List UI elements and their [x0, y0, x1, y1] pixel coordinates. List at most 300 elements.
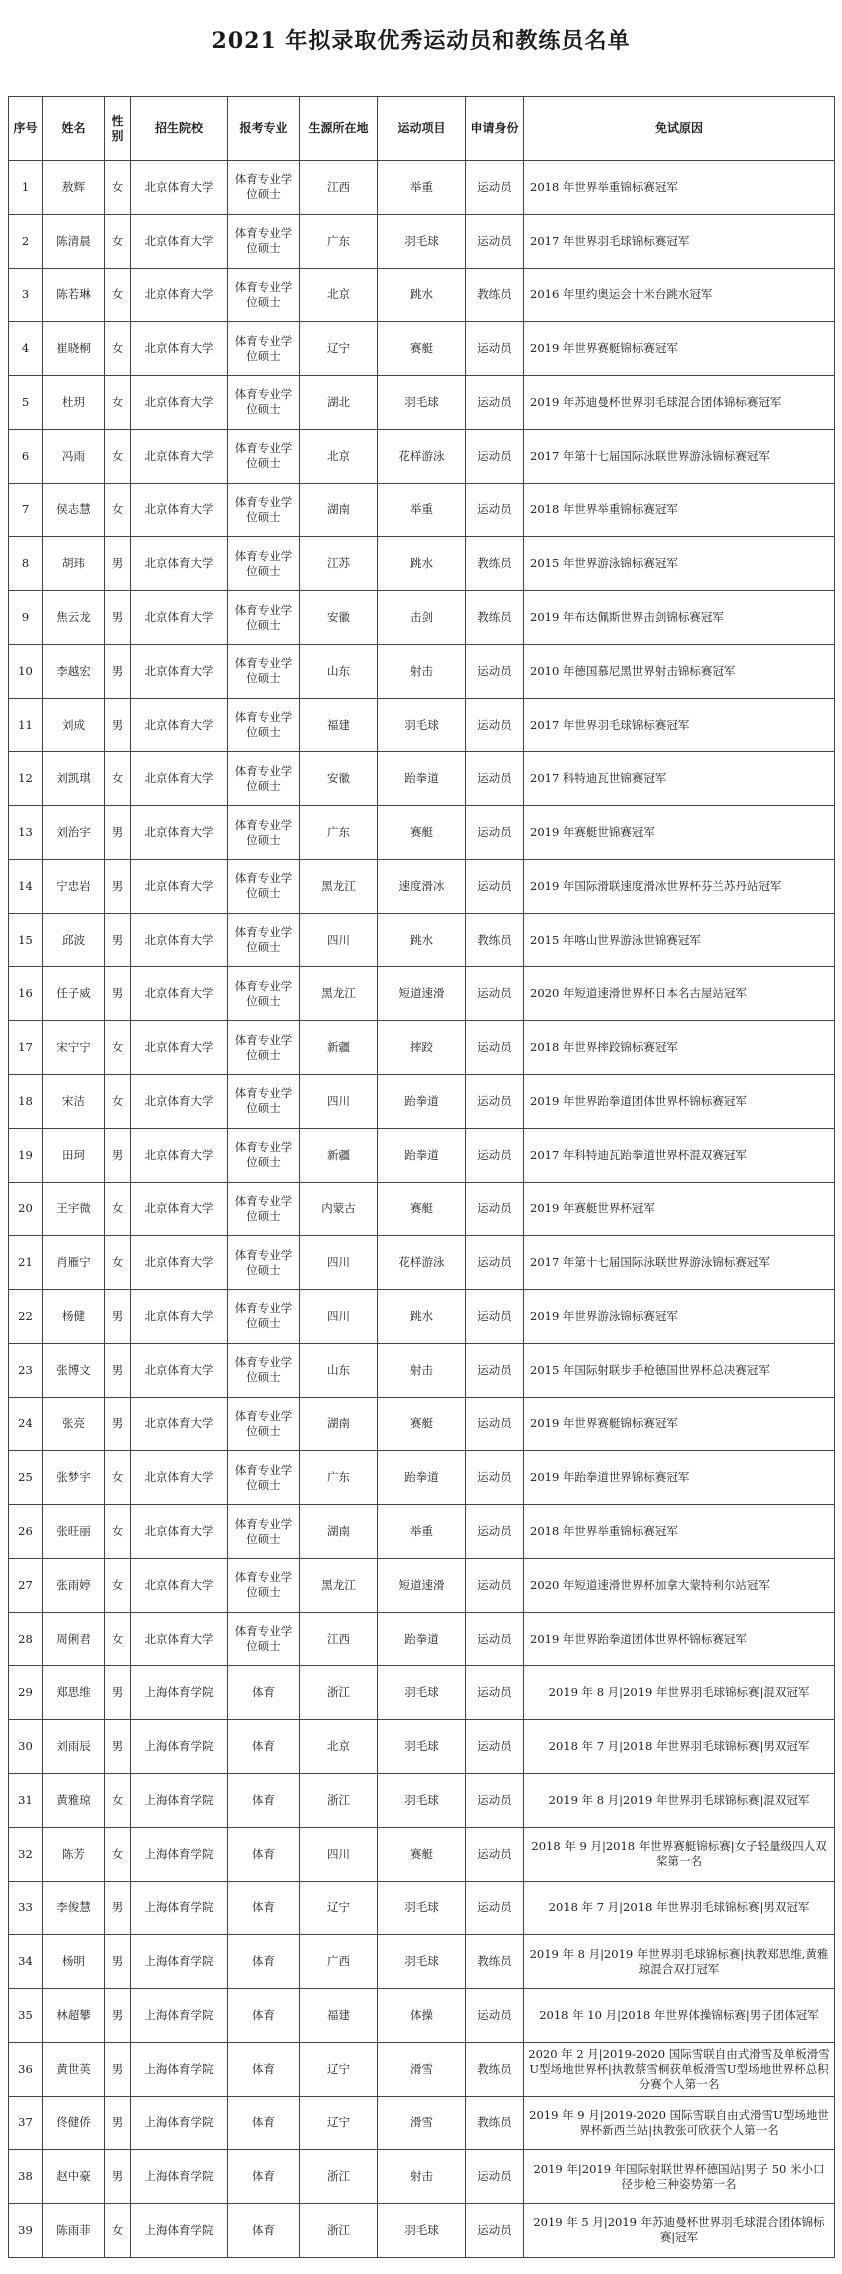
table-row: [9, 1935, 835, 1989]
cell-school: 北京体育大学: [131, 1075, 228, 1129]
cell-origin: 四川: [300, 1827, 378, 1881]
cell-role: 教练员: [466, 591, 524, 645]
cell-role: 运动员: [466, 2150, 524, 2204]
table-row: [9, 913, 835, 967]
cell-role: 运动员: [466, 214, 524, 268]
cell-sport: 跳水: [378, 537, 466, 591]
cell-role: 运动员: [466, 1827, 524, 1881]
cell-no: 37: [9, 2096, 43, 2150]
cell-reason: 2015 年国际射联步手枪德国世界杯总决赛冠军: [524, 1343, 835, 1397]
cell-origin: 新疆: [300, 1021, 378, 1075]
cell-sport: 羽毛球: [378, 214, 466, 268]
cell-major: 体育: [228, 1881, 300, 1935]
cell-name: 杨健: [43, 1290, 105, 1344]
roster-table: [8, 96, 835, 2258]
cell-origin: 浙江: [300, 1773, 378, 1827]
table-row: [9, 483, 835, 537]
cell-major: 体育: [228, 2096, 300, 2150]
cell-major: 体育专业学位硕士: [228, 644, 300, 698]
cell-no: 17: [9, 1021, 43, 1075]
cell-role: 教练员: [466, 2096, 524, 2150]
cell-origin: 辽宁: [300, 2096, 378, 2150]
cell-no: 30: [9, 1720, 43, 1774]
cell-gender: 男: [105, 1720, 131, 1774]
cell-reason: 2017 科特迪瓦世锦赛冠军: [524, 752, 835, 806]
cell-no: 15: [9, 913, 43, 967]
cell-gender: 男: [105, 1343, 131, 1397]
cell-gender: 女: [105, 1182, 131, 1236]
table-row: [9, 1290, 835, 1344]
cell-gender: 女: [105, 1773, 131, 1827]
cell-sport: 羽毛球: [378, 376, 466, 430]
cell-sport: 羽毛球: [378, 2204, 466, 2258]
cell-reason: 2019 年|2019 年国际射联世界杯德国站|男子 50 米小口径步枪三种姿势第一名: [524, 2150, 835, 2204]
cell-reason: 2020 年短道速滑世界杯日本名古屋站冠军: [524, 967, 835, 1021]
cell-school: 北京体育大学: [131, 1343, 228, 1397]
table-row: [9, 1182, 835, 1236]
cell-sport: 射击: [378, 1343, 466, 1397]
cell-name: 李越宏: [43, 644, 105, 698]
cell-name: 冯雨: [43, 429, 105, 483]
cell-name: 杜玥: [43, 376, 105, 430]
cell-origin: 福建: [300, 1989, 378, 2043]
cell-name: 张博文: [43, 1343, 105, 1397]
cell-school: 北京体育大学: [131, 591, 228, 645]
cell-role: 运动员: [466, 1505, 524, 1559]
table-row: [9, 1505, 835, 1559]
cell-reason: 2017 年科特迪瓦跆拳道世界杯混双赛冠军: [524, 1128, 835, 1182]
cell-no: 19: [9, 1128, 43, 1182]
cell-name: 肖雁宁: [43, 1236, 105, 1290]
cell-school: 北京体育大学: [131, 1236, 228, 1290]
cell-role: 教练员: [466, 268, 524, 322]
cell-school: 北京体育大学: [131, 1021, 228, 1075]
cell-major: 体育专业学位硕士: [228, 161, 300, 215]
cell-sport: 跳水: [378, 913, 466, 967]
header-gender: 性别: [105, 97, 131, 161]
cell-school: 上海体育学院: [131, 1881, 228, 1935]
cell-major: 体育: [228, 2150, 300, 2204]
cell-reason: 2020 年 2 月|2019-2020 国际雪联自由式滑雪及单板滑雪U型场地世界杯|执教蔡雪桐获单板滑雪U型场地世界杯总积分赛个人第一名: [524, 2042, 835, 2096]
cell-no: 18: [9, 1075, 43, 1129]
cell-school: 北京体育大学: [131, 644, 228, 698]
cell-reason: 2018 年世界举重锦标赛冠军: [524, 161, 835, 215]
cell-major: 体育: [228, 1989, 300, 2043]
cell-role: 运动员: [466, 859, 524, 913]
cell-name: 宁忠岩: [43, 859, 105, 913]
cell-gender: 男: [105, 644, 131, 698]
cell-origin: 四川: [300, 1075, 378, 1129]
cell-name: 张梦宇: [43, 1451, 105, 1505]
cell-reason: 2017 年世界羽毛球锦标赛冠军: [524, 214, 835, 268]
cell-no: 22: [9, 1290, 43, 1344]
cell-school: 北京体育大学: [131, 322, 228, 376]
cell-major: 体育专业学位硕士: [228, 698, 300, 752]
cell-origin: 广东: [300, 214, 378, 268]
cell-name: 邱波: [43, 913, 105, 967]
cell-name: 宋宁宁: [43, 1021, 105, 1075]
cell-role: 运动员: [466, 644, 524, 698]
cell-name: 郑思维: [43, 1666, 105, 1720]
cell-sport: 羽毛球: [378, 698, 466, 752]
cell-no: 33: [9, 1881, 43, 1935]
cell-sport: 跆拳道: [378, 1128, 466, 1182]
table-row: [9, 537, 835, 591]
cell-origin: 安徽: [300, 752, 378, 806]
cell-name: 焦云龙: [43, 591, 105, 645]
cell-sport: 举重: [378, 161, 466, 215]
cell-name: 黄世英: [43, 2042, 105, 2096]
cell-sport: 滑雪: [378, 2042, 466, 2096]
cell-gender: 女: [105, 1612, 131, 1666]
cell-no: 27: [9, 1558, 43, 1612]
cell-sport: 射击: [378, 2150, 466, 2204]
cell-origin: 四川: [300, 1236, 378, 1290]
cell-reason: 2017 年第十七届国际泳联世界游泳锦标赛冠军: [524, 1236, 835, 1290]
cell-origin: 江西: [300, 161, 378, 215]
cell-sport: 羽毛球: [378, 1720, 466, 1774]
table-row: [9, 429, 835, 483]
cell-school: 北京体育大学: [131, 214, 228, 268]
cell-reason: 2019 年赛艇世锦赛冠军: [524, 806, 835, 860]
table-row: [9, 1021, 835, 1075]
cell-no: 28: [9, 1612, 43, 1666]
cell-no: 3: [9, 268, 43, 322]
cell-no: 6: [9, 429, 43, 483]
cell-school: 上海体育学院: [131, 1720, 228, 1774]
cell-major: 体育: [228, 1827, 300, 1881]
cell-gender: 男: [105, 913, 131, 967]
cell-origin: 北京: [300, 268, 378, 322]
cell-name: 任子威: [43, 967, 105, 1021]
cell-no: 38: [9, 2150, 43, 2204]
cell-school: 上海体育学院: [131, 2150, 228, 2204]
cell-school: 上海体育学院: [131, 1666, 228, 1720]
cell-school: 上海体育学院: [131, 1773, 228, 1827]
table-row: [9, 698, 835, 752]
cell-reason: 2019 年跆拳道世界锦标赛冠军: [524, 1451, 835, 1505]
cell-major: 体育专业学位硕士: [228, 967, 300, 1021]
cell-major: 体育专业学位硕士: [228, 483, 300, 537]
table-row: [9, 1128, 835, 1182]
cell-sport: 短道速滑: [378, 1558, 466, 1612]
cell-gender: 男: [105, 859, 131, 913]
cell-major: 体育专业学位硕士: [228, 752, 300, 806]
cell-role: 运动员: [466, 1881, 524, 1935]
cell-origin: 湖南: [300, 483, 378, 537]
cell-name: 刘凯琪: [43, 752, 105, 806]
cell-name: 周俐君: [43, 1612, 105, 1666]
cell-origin: 江西: [300, 1612, 378, 1666]
table-row: [9, 1343, 835, 1397]
cell-no: 16: [9, 967, 43, 1021]
cell-no: 9: [9, 591, 43, 645]
cell-school: 北京体育大学: [131, 1612, 228, 1666]
cell-reason: 2018 年世界举重锦标赛冠军: [524, 1505, 835, 1559]
cell-reason: 2019 年世界游泳锦标赛冠军: [524, 1290, 835, 1344]
cell-name: 崔晓桐: [43, 322, 105, 376]
cell-name: 陈清晨: [43, 214, 105, 268]
cell-origin: 湖北: [300, 376, 378, 430]
cell-origin: 黑龙江: [300, 859, 378, 913]
cell-school: 北京体育大学: [131, 161, 228, 215]
cell-name: 陈若琳: [43, 268, 105, 322]
cell-major: 体育专业学位硕士: [228, 806, 300, 860]
cell-origin: 浙江: [300, 2204, 378, 2258]
cell-school: 北京体育大学: [131, 1290, 228, 1344]
cell-no: 32: [9, 1827, 43, 1881]
cell-role: 运动员: [466, 967, 524, 1021]
cell-name: 敖辉: [43, 161, 105, 215]
header-school: 招生院校: [131, 97, 228, 161]
cell-school: 上海体育学院: [131, 2042, 228, 2096]
cell-major: 体育专业学位硕士: [228, 1290, 300, 1344]
cell-gender: 女: [105, 376, 131, 430]
cell-school: 北京体育大学: [131, 483, 228, 537]
cell-major: 体育专业学位硕士: [228, 1343, 300, 1397]
table-row: [9, 1827, 835, 1881]
cell-no: 34: [9, 1935, 43, 1989]
cell-major: 体育专业学位硕士: [228, 1128, 300, 1182]
cell-origin: 浙江: [300, 2150, 378, 2204]
cell-role: 运动员: [466, 1182, 524, 1236]
header-major: 报考专业: [228, 97, 300, 161]
cell-sport: 举重: [378, 483, 466, 537]
cell-major: 体育专业学位硕士: [228, 1505, 300, 1559]
table-row: [9, 322, 835, 376]
cell-name: 赵中豪: [43, 2150, 105, 2204]
cell-reason: 2019 年 9 月|2019-2020 国际雪联自由式滑雪U型场地世界杯新西兰站|执教张可欣获个人第一名: [524, 2096, 835, 2150]
cell-origin: 黑龙江: [300, 967, 378, 1021]
cell-sport: 羽毛球: [378, 1773, 466, 1827]
cell-sport: 击剑: [378, 591, 466, 645]
cell-sport: 赛艇: [378, 1827, 466, 1881]
cell-sport: 跆拳道: [378, 1451, 466, 1505]
cell-no: 24: [9, 1397, 43, 1451]
cell-role: 运动员: [466, 1128, 524, 1182]
cell-origin: 山东: [300, 1343, 378, 1397]
cell-gender: 男: [105, 1397, 131, 1451]
cell-major: 体育专业学位硕士: [228, 591, 300, 645]
table-row: [9, 1236, 835, 1290]
cell-reason: 2016 年里约奥运会十米台跳水冠军: [524, 268, 835, 322]
cell-no: 25: [9, 1451, 43, 1505]
table-row: [9, 2204, 835, 2258]
cell-no: 36: [9, 2042, 43, 2096]
cell-major: 体育专业学位硕士: [228, 1182, 300, 1236]
cell-no: 21: [9, 1236, 43, 1290]
cell-school: 上海体育学院: [131, 2096, 228, 2150]
cell-school: 北京体育大学: [131, 967, 228, 1021]
cell-origin: 广西: [300, 1935, 378, 1989]
cell-name: 王宇微: [43, 1182, 105, 1236]
cell-name: 刘成: [43, 698, 105, 752]
cell-no: 23: [9, 1343, 43, 1397]
cell-reason: 2019 年国际滑联速度滑冰世界杯芬兰苏丹站冠军: [524, 859, 835, 913]
cell-origin: 浙江: [300, 1666, 378, 1720]
cell-gender: 女: [105, 752, 131, 806]
cell-gender: 女: [105, 483, 131, 537]
cell-school: 北京体育大学: [131, 1558, 228, 1612]
cell-sport: 跆拳道: [378, 1612, 466, 1666]
cell-role: 运动员: [466, 2204, 524, 2258]
cell-name: 陈雨菲: [43, 2204, 105, 2258]
cell-role: 运动员: [466, 1075, 524, 1129]
cell-no: 39: [9, 2204, 43, 2258]
cell-major: 体育: [228, 2042, 300, 2096]
table-row: [9, 859, 835, 913]
cell-major: 体育专业学位硕士: [228, 1075, 300, 1129]
cell-origin: 辽宁: [300, 322, 378, 376]
cell-major: 体育: [228, 2204, 300, 2258]
cell-origin: 黑龙江: [300, 1558, 378, 1612]
table-row: [9, 1612, 835, 1666]
cell-origin: 北京: [300, 429, 378, 483]
header-role: 申请身份: [466, 97, 524, 161]
table-row: [9, 1881, 835, 1935]
cell-school: 北京体育大学: [131, 859, 228, 913]
cell-role: 运动员: [466, 429, 524, 483]
cell-reason: 2019 年 8 月|2019 年世界羽毛球锦标赛|执教郑思维,黄雅琼混合双打冠军: [524, 1935, 835, 1989]
cell-sport: 羽毛球: [378, 1935, 466, 1989]
cell-reason: 2018 年世界举重锦标赛冠军: [524, 483, 835, 537]
cell-reason: 2018 年 9 月|2018 年世界赛艇锦标赛|女子轻量级四人双桨第一名: [524, 1827, 835, 1881]
cell-no: 7: [9, 483, 43, 537]
table-row: [9, 1666, 835, 1720]
cell-sport: 赛艇: [378, 322, 466, 376]
cell-school: 北京体育大学: [131, 537, 228, 591]
table-row: [9, 1397, 835, 1451]
cell-role: 教练员: [466, 2042, 524, 2096]
cell-school: 上海体育学院: [131, 1935, 228, 1989]
cell-origin: 湖南: [300, 1505, 378, 1559]
cell-no: 20: [9, 1182, 43, 1236]
cell-no: 12: [9, 752, 43, 806]
cell-role: 运动员: [466, 1397, 524, 1451]
cell-role: 运动员: [466, 483, 524, 537]
cell-reason: 2018 年 7 月|2018 年世界羽毛球锦标赛|男双冠军: [524, 1720, 835, 1774]
cell-role: 教练员: [466, 537, 524, 591]
cell-origin: 广东: [300, 806, 378, 860]
table-row: [9, 1989, 835, 2043]
table-row: [9, 1075, 835, 1129]
cell-major: 体育专业学位硕士: [228, 1451, 300, 1505]
cell-role: 运动员: [466, 1773, 524, 1827]
cell-gender: 女: [105, 1505, 131, 1559]
cell-role: 运动员: [466, 1290, 524, 1344]
cell-gender: 女: [105, 1236, 131, 1290]
cell-school: 北京体育大学: [131, 1451, 228, 1505]
cell-school: 北京体育大学: [131, 1128, 228, 1182]
cell-reason: 2019 年苏迪曼杯世界羽毛球混合团体锦标赛冠军: [524, 376, 835, 430]
cell-role: 运动员: [466, 376, 524, 430]
cell-gender: 女: [105, 322, 131, 376]
cell-name: 田珂: [43, 1128, 105, 1182]
cell-reason: 2019 年 8 月|2019 年世界羽毛球锦标赛|混双冠军: [524, 1666, 835, 1720]
cell-school: 上海体育学院: [131, 1989, 228, 2043]
cell-origin: 福建: [300, 698, 378, 752]
cell-major: 体育: [228, 1720, 300, 1774]
cell-major: 体育: [228, 1666, 300, 1720]
cell-reason: 2018 年 10 月|2018 年世界体操锦标赛|男子团体冠军: [524, 1989, 835, 2043]
cell-reason: 2019 年 8 月|2019 年世界羽毛球锦标赛|混双冠军: [524, 1773, 835, 1827]
table-header-row: [9, 97, 835, 161]
header-sport: 运动项目: [378, 97, 466, 161]
page-title: 2021 年拟录取优秀运动员和教练员名单: [211, 28, 631, 54]
cell-origin: 新疆: [300, 1128, 378, 1182]
cell-sport: 羽毛球: [378, 1881, 466, 1935]
cell-no: 11: [9, 698, 43, 752]
cell-origin: 辽宁: [300, 2042, 378, 2096]
cell-school: 北京体育大学: [131, 376, 228, 430]
cell-name: 张雨婷: [43, 1558, 105, 1612]
cell-sport: 短道速滑: [378, 967, 466, 1021]
cell-gender: 男: [105, 1290, 131, 1344]
cell-name: 林超攀: [43, 1989, 105, 2043]
cell-gender: 男: [105, 1881, 131, 1935]
cell-role: 教练员: [466, 913, 524, 967]
cell-reason: 2019 年 5 月|2019 年苏迪曼杯世界羽毛球混合团体锦标赛|冠军: [524, 2204, 835, 2258]
cell-gender: 男: [105, 1989, 131, 2043]
cell-origin: 安徽: [300, 591, 378, 645]
cell-gender: 女: [105, 161, 131, 215]
cell-school: 北京体育大学: [131, 429, 228, 483]
cell-gender: 男: [105, 1128, 131, 1182]
cell-origin: 辽宁: [300, 1881, 378, 1935]
cell-no: 26: [9, 1505, 43, 1559]
cell-school: 上海体育学院: [131, 2204, 228, 2258]
cell-role: 运动员: [466, 1558, 524, 1612]
header-reason: 免试原因: [524, 97, 835, 161]
cell-role: 运动员: [466, 161, 524, 215]
cell-gender: 男: [105, 2150, 131, 2204]
cell-school: 北京体育大学: [131, 806, 228, 860]
cell-origin: 四川: [300, 913, 378, 967]
cell-no: 5: [9, 376, 43, 430]
cell-name: 李俊慧: [43, 1881, 105, 1935]
cell-name: 刘治宇: [43, 806, 105, 860]
cell-name: 侯志慧: [43, 483, 105, 537]
cell-no: 29: [9, 1666, 43, 1720]
cell-gender: 男: [105, 537, 131, 591]
table-row: [9, 376, 835, 430]
cell-sport: 摔跤: [378, 1021, 466, 1075]
cell-no: 2: [9, 214, 43, 268]
cell-gender: 男: [105, 967, 131, 1021]
cell-gender: 男: [105, 2096, 131, 2150]
cell-name: 张旺丽: [43, 1505, 105, 1559]
cell-school: 北京体育大学: [131, 268, 228, 322]
cell-reason: 2017 年世界羽毛球锦标赛冠军: [524, 698, 835, 752]
cell-name: 胡玮: [43, 537, 105, 591]
cell-gender: 女: [105, 2204, 131, 2258]
cell-gender: 男: [105, 591, 131, 645]
cell-sport: 滑雪: [378, 2096, 466, 2150]
table-row: [9, 1558, 835, 1612]
cell-major: 体育专业学位硕士: [228, 1612, 300, 1666]
cell-origin: 江苏: [300, 537, 378, 591]
cell-role: 运动员: [466, 698, 524, 752]
cell-name: 宋洁: [43, 1075, 105, 1129]
cell-role: 运动员: [466, 752, 524, 806]
cell-reason: 2019 年世界赛艇锦标赛冠军: [524, 322, 835, 376]
cell-gender: 女: [105, 1075, 131, 1129]
cell-sport: 射击: [378, 644, 466, 698]
cell-major: 体育专业学位硕士: [228, 913, 300, 967]
cell-name: 杨明: [43, 1935, 105, 1989]
cell-role: 运动员: [466, 1666, 524, 1720]
cell-school: 北京体育大学: [131, 752, 228, 806]
